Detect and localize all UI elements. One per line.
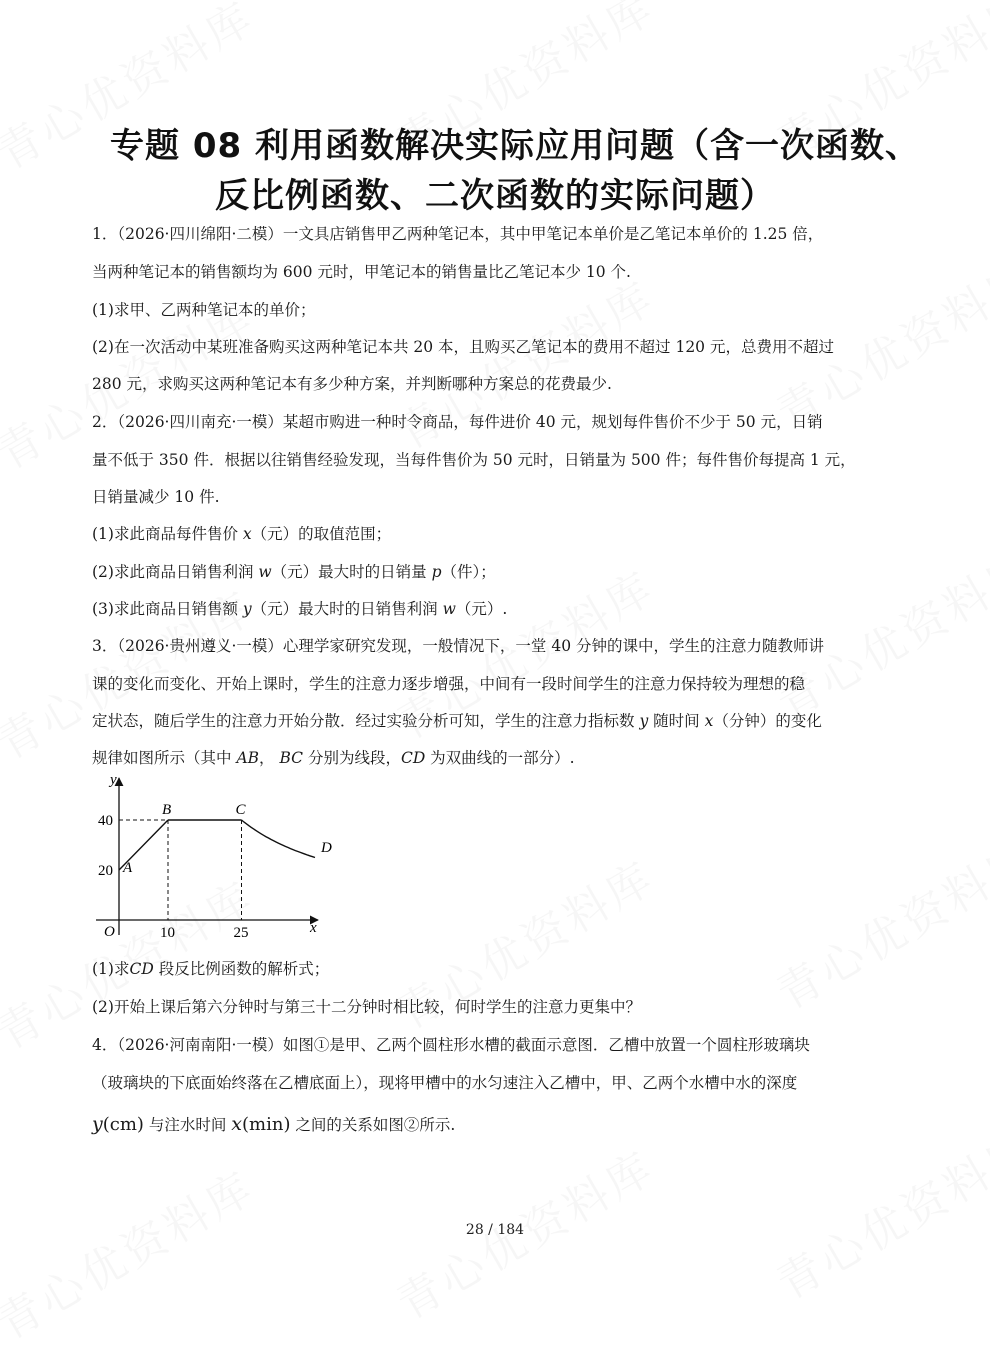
watermark <box>763 532 990 731</box>
text: 之间的关系如图②所示. <box>290 1116 456 1134</box>
text: (2)求此商品日销售利润 <box>92 563 259 581</box>
problem-4-line-1: 4．（2026·河南南阳·一模）如图①是甲、乙两个圆柱形水槽的截面示意图．乙槽中放置一个圆柱形玻璃块 <box>92 1036 810 1054</box>
problem-1-question-2-b: 280 元，求购买这两种笔记本有多少种方案，并判断哪种方案总的花费最少. <box>92 375 612 393</box>
point-label-c: C <box>235 802 246 818</box>
text: (3)求此商品日销售额 <box>92 600 243 618</box>
segment-ab: AB <box>236 749 260 767</box>
problem-3-line-1: 3．（2026·贵州遵义·一模）心理学家研究发现，一般情况下，一堂 40 分钟的课中，学生的注意力随教师讲 <box>92 637 824 655</box>
problem-2-line-1: 2．（2026·四川南充·一模）某超市购进一种时令商品，每件进价 40 元，规划每件售价不少于 50 元，日销 <box>92 413 823 431</box>
y-axis-label: y <box>110 772 117 788</box>
text: （元）的取值范围； <box>251 525 392 543</box>
problem-3-question-2: (2)开始上课后第六分钟时与第三十二分钟时相比较，何时学生的注意力更集中？ <box>92 998 641 1016</box>
page-title-line1: 专题 08 利用函数解决实际应用问题（含一次函数、 <box>110 126 920 166</box>
x-tick-label: 10 <box>160 925 175 941</box>
variable-x: x <box>704 712 714 730</box>
variable-w: w <box>258 563 272 581</box>
text: 与注水时间 <box>143 1116 232 1134</box>
point-label-a: A <box>123 860 133 876</box>
problem-1-question-2-a: (2)在一次活动中某班准备购买这两种笔记本共 20 本，且购买乙笔记本的费用不超过 120 元，总费用不超过 <box>92 338 834 356</box>
page-title-line2: 反比例函数、二次函数的实际问题） <box>215 176 775 216</box>
problem-3-line-3 <box>92 709 822 731</box>
unit-min: (min) <box>242 1114 291 1135</box>
y-tick-label: 20 <box>98 863 113 879</box>
x-tick-label: 25 <box>233 925 249 941</box>
text: 分别为线段， <box>303 749 401 767</box>
problem-2-line-3: 日销量减少 10 件. <box>92 488 220 506</box>
point-label-b: B <box>162 802 172 818</box>
origin-label: O <box>104 924 115 940</box>
segment-cd: CD <box>400 749 426 767</box>
segment-bc: BC <box>279 749 304 767</box>
problem-4-line-2: （玻璃块的下底面始终落在乙槽底面上），现将甲槽中的水匀速注入乙槽中，甲、乙两个水槽中水的深度 <box>92 1074 798 1092</box>
x-axis-label: x <box>310 920 317 936</box>
variable-p: p <box>431 563 442 581</box>
text: （分钟）的变化 <box>713 712 822 730</box>
problem-1-question-1: (1)求甲、乙两种笔记本的单价； <box>92 301 316 319</box>
problem-2-question-1 <box>92 522 391 544</box>
problem-1-line-2: 当两种笔记本的销售额均为 600 元时，甲笔记本的销售量比乙笔记本少 10 个. <box>92 263 631 281</box>
text: 为双曲线的一部分）. <box>425 749 575 767</box>
point-label-d: D <box>321 840 332 856</box>
watermark <box>0 1152 265 1351</box>
problem-4-line-3 <box>92 1113 455 1135</box>
text: 随时间 <box>648 712 705 730</box>
page-number: 28 / 184 <box>465 1222 525 1238</box>
variable-y: y <box>92 1113 103 1135</box>
watermark <box>763 1112 990 1311</box>
segment-cd: CD <box>129 960 154 978</box>
text: (1)求 <box>92 960 130 978</box>
watermark <box>763 822 990 1021</box>
text: 规律如图所示（其中 <box>92 749 237 767</box>
text: (1)求此商品每件售价 <box>92 525 243 543</box>
text: （件）； <box>441 563 496 581</box>
problem-2-question-3 <box>92 597 507 619</box>
variable-y: y <box>242 600 252 618</box>
problem-3-line-2: 课的变化而变化、开始上课时，学生的注意力逐步增强，中间有一段时间学生的注意力保持较为理想的稳 <box>92 675 806 693</box>
attention-graph <box>86 770 336 950</box>
curve-cd <box>242 820 316 858</box>
variable-x: x <box>231 1113 243 1135</box>
variable-x: x <box>242 525 252 543</box>
text: （元）最大时的日销量 <box>271 563 432 581</box>
text: ， <box>259 749 280 767</box>
problem-1-line-1: 1．（2026·四川绵阳·二模）一文具店销售甲乙两种笔记本，其中甲笔记本单价是乙笔记本单价的 1.25 倍， <box>92 225 824 243</box>
variable-y: y <box>639 712 649 730</box>
problem-2-question-2 <box>92 560 496 582</box>
problem-2-line-2: 量不低于 350 件．根据以往销售经验发现，当每件售价为 50 元时，日销量为 500 件；每件售价每提高 1 元， <box>92 451 856 469</box>
problem-3-question-1 <box>92 957 329 979</box>
variable-w: w <box>442 600 456 618</box>
y-tick-label: 40 <box>98 813 113 829</box>
unit-cm: (cm) <box>102 1114 144 1135</box>
text: （元）. <box>455 600 508 618</box>
text: 定状态，随后学生的注意力开始分散．经过实验分析可知，学生的注意力指标数 <box>92 712 640 730</box>
text: （元）最大时的日销售利润 <box>251 600 443 618</box>
text: 段反比例函数的解析式； <box>153 960 330 978</box>
problem-3-line-4 <box>92 746 575 768</box>
